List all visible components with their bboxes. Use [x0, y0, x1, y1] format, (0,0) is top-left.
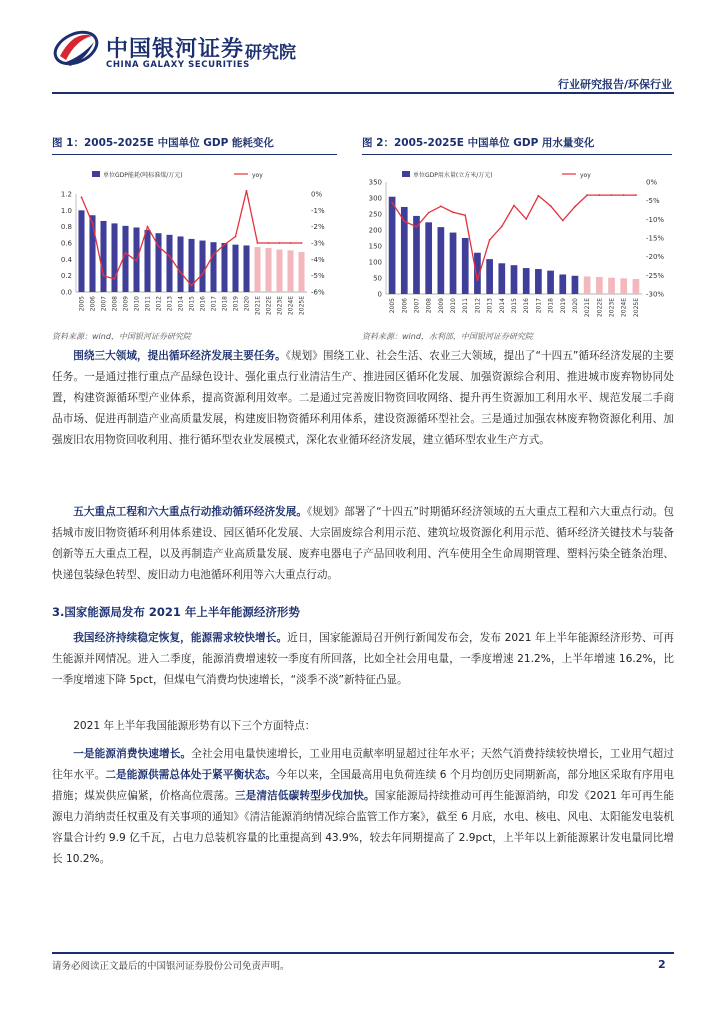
- y-right-tick-label: -30%: [646, 290, 665, 299]
- bar: [254, 247, 260, 292]
- paragraph-5-text-3: 国家能源局持续推动可再生能源消纳，印发《2021 年可再生能源电力消纳责任权重及有关事项的通知》《清洁能源消纳情况综合监管工作方案》，截至 6 月底，水电、核电、风电、太阳能发电装机容量合计约 9.9 亿千瓦，占电力总装机容量的比重提高到 43.9%，较去年同期提高了 2.9pct，上半年以上新能源累计发电量同比增长 10.2%。: [52, 790, 675, 865]
- x-tick-label: 2010: [450, 298, 458, 314]
- x-tick-label: 2007: [413, 298, 421, 314]
- yoy-point: [586, 194, 588, 196]
- paragraph-4: 2021 年上半年我国能源形势有以下三个方面特点：: [73, 720, 316, 732]
- y-left-tick-label: 250: [368, 210, 382, 219]
- y-left-tick-label: 150: [368, 242, 382, 251]
- x-tick-label: 2008: [425, 298, 433, 314]
- x-tick-label: 2021E: [584, 298, 592, 318]
- legend-label-bar: 单位GDP能耗(吨标准煤/万元): [103, 172, 183, 179]
- yoy-point: [268, 242, 270, 244]
- bar: [100, 221, 106, 292]
- bar: [389, 197, 396, 294]
- yoy-point: [477, 279, 479, 281]
- section-3-heading: 3.国家能源局发布 2021 年上半年能源经济形势: [52, 605, 300, 619]
- bar: [78, 210, 84, 292]
- y-left-tick-label: 350: [368, 178, 382, 187]
- bar: [572, 276, 579, 294]
- x-tick-label: 2019: [232, 296, 240, 312]
- bar: [450, 233, 457, 294]
- y-left-tick-label: 0.6: [60, 239, 72, 248]
- yoy-point: [403, 220, 405, 222]
- footer-divider: [52, 952, 674, 954]
- yoy-point: [452, 211, 454, 213]
- bar: [462, 238, 469, 294]
- yoy-point: [290, 242, 292, 244]
- paragraph-1: [52, 346, 674, 451]
- bar: [243, 245, 249, 292]
- bar: [111, 223, 117, 292]
- x-tick-label: 2020: [243, 296, 251, 312]
- footer-disclaimer: 请务必阅读正文最后的中国银河证券股份公司免责声明。: [52, 961, 290, 972]
- yoy-point: [136, 260, 138, 262]
- logo: [40, 18, 310, 70]
- bar: [298, 252, 304, 292]
- x-tick-label: 2014: [498, 298, 506, 314]
- y-left-tick-label: 0.2: [60, 272, 72, 281]
- paragraph-5-text-1: 全社会用电量快速增长，工业用电贡献率明显超过往年水平；天然气消费持续较快增长，工业用气超过往年水平。: [52, 748, 674, 781]
- paragraph-5-lead-1: 一是能源消费快速增长。: [73, 748, 192, 760]
- yoy-point: [428, 212, 430, 214]
- yoy-point: [537, 195, 539, 197]
- bar: [486, 259, 493, 294]
- figure2-title: 图 2：2005-2025E 中国单位 GDP 用水量变化: [362, 137, 595, 149]
- company-name-cn: 中国银河证券: [106, 37, 245, 62]
- yoy-point: [103, 275, 105, 277]
- bar: [425, 222, 432, 294]
- x-tick-label: 2018: [547, 298, 555, 314]
- paragraph-2-lead: 五大重点工程和六大重点行动推动循环经济发展。: [73, 506, 307, 518]
- yoy-point: [147, 226, 149, 228]
- bar: [177, 236, 183, 292]
- figure1-title: 图 1：2005-2025E 中国单位 GDP 能耗变化: [52, 137, 274, 149]
- bar: [199, 241, 205, 292]
- chart2: [362, 160, 672, 325]
- x-tick-label: 2006: [401, 298, 409, 314]
- bar: [523, 268, 530, 294]
- x-tick-label: 2018: [221, 296, 229, 312]
- y-right-tick-label: -4%: [311, 255, 325, 264]
- x-tick-label: 2011: [462, 298, 470, 314]
- x-tick-label: 2019: [559, 298, 567, 314]
- bar: [620, 278, 627, 294]
- y-right-tick-label: -15%: [646, 234, 665, 243]
- x-tick-label: 2016: [199, 296, 207, 312]
- yoy-point: [623, 194, 625, 196]
- x-tick-label: 2020: [571, 298, 579, 314]
- yoy-point: [180, 272, 182, 274]
- y-right-tick-label: -2%: [311, 223, 325, 232]
- figure2-source: 资料来源：wind，水利部，中国银河证券研究院: [362, 332, 533, 341]
- x-tick-label: 2025E: [298, 296, 306, 316]
- page-number: 2: [658, 958, 666, 971]
- yoy-point: [246, 190, 248, 192]
- paragraph-3-lead: 我国经济持续稳定恢复，能源需求较快增长。: [73, 632, 288, 644]
- bar: [559, 274, 566, 294]
- x-tick-label: 2008: [111, 296, 119, 312]
- x-tick-label: 2014: [177, 296, 185, 312]
- yoy-point: [598, 194, 600, 196]
- x-tick-label: 2011: [144, 296, 152, 312]
- paragraph-3: [52, 628, 674, 691]
- yoy-point: [114, 278, 116, 280]
- paragraph-5-text-2: 今年以来，全国最高用电负荷连续 6 个月均创历史同期新高，部分地区采取有序用电措施；煤炭供应偏紧，价格高位震荡。: [52, 769, 674, 802]
- y-left-tick-label: 100: [368, 258, 382, 267]
- y-right-tick-label: -3%: [311, 239, 325, 248]
- y-left-tick-label: 1.2: [60, 190, 72, 199]
- yoy-point: [191, 285, 193, 287]
- figure1-source: 资料来源：wind，中国银河证券研究院: [52, 332, 191, 341]
- x-tick-label: 2024E: [287, 296, 295, 316]
- x-tick-label: 2012: [155, 296, 163, 312]
- y-right-tick-label: -10%: [646, 215, 665, 224]
- yoy-point: [158, 245, 160, 247]
- bar: [276, 250, 282, 292]
- yoy-point: [635, 194, 637, 196]
- y-left-tick-label: 1.0: [60, 206, 72, 215]
- x-tick-label: 2022E: [265, 296, 273, 316]
- company-name-en: CHINA GALAXY SECURITIES: [106, 60, 250, 70]
- bar: [535, 269, 542, 294]
- x-tick-label: 2009: [437, 298, 445, 314]
- yoy-point: [257, 242, 259, 244]
- y-right-tick-label: -20%: [646, 253, 665, 262]
- yoy-point: [525, 218, 527, 220]
- x-tick-label: 2015: [188, 296, 196, 312]
- paragraph-2-text: 《规划》部署了“十四五”时期循环经济领域的五大重点工程和六大重点行动。包括城市废旧物资循环利用体系建设、园区循环化发展、大宗固废综合利用示范、建筑垃圾资源化利用示范、循环经济关键技术与装备创新等五大重点工程，以及再制造产业高质量发展、废弃电器电子产品回收利用、汽车使用全生命周期管理、塑料污染全链条治理、快递包装绿色转型、废旧动力电池循环利用等六大重点行动。: [52, 506, 674, 581]
- yoy-point: [279, 242, 281, 244]
- bar: [210, 242, 216, 292]
- x-tick-label: 2017: [210, 296, 218, 312]
- yoy-point: [550, 205, 552, 207]
- yoy-point: [513, 205, 515, 207]
- y-left-tick-label: 300: [368, 194, 382, 203]
- bar: [608, 278, 615, 294]
- paragraph-1-text: 《规划》围绕工业、社会生活、农业三大领域，提出了“十四五”循环经济发展的主要任务。一是通过推行重点产品绿色设计、强化重点行业清洁生产、推进园区循环化发展、加强资源综合利用、推进城市废弃物协同处置，构建资源循环型产业体系，提高资源利用效率。二是通过完善废旧物资回收网络、提升再生资源加工利用水平、规范发展二手商品市场、促进再制造产业高质量发展，构建废旧物资循环利用体系，建设资源循环型社会。三是通过加强农林废弃物资源化利用、加强废旧农用物资回收利用、推行循环型农业发展模式，深化农业循环经济发展，建立循环型农业生产方式。: [52, 350, 674, 446]
- bar: [547, 271, 554, 294]
- legend-label-bar: 单位GDP用水量(立方米/万元): [413, 172, 493, 179]
- bar: [144, 230, 150, 292]
- x-tick-label: 2021E: [254, 296, 262, 316]
- yoy-point: [440, 205, 442, 207]
- paragraph-5-lead-2: 二是能源供需总体处于紧平衡状态。: [105, 769, 277, 781]
- report-type: 行业研究报告/环保行业: [557, 78, 672, 91]
- y-right-tick-label: 0%: [311, 190, 323, 199]
- y-left-tick-label: 0.8: [60, 223, 72, 232]
- x-tick-label: 2006: [89, 296, 97, 312]
- yoy-point: [125, 252, 127, 254]
- yoy-point: [489, 239, 491, 241]
- chart1: [52, 160, 337, 325]
- paragraph-5-lead-3: 三是清洁低碳转型步伐加快。: [234, 790, 375, 802]
- paragraph-1-lead: 围绕三大领域，提出循环经济发展主要任务。: [73, 350, 286, 362]
- paragraph-5: [52, 744, 674, 870]
- figure2-title-rule: [362, 154, 672, 155]
- yoy-point: [562, 220, 564, 222]
- yoy-point: [81, 196, 83, 198]
- bar: [498, 263, 505, 294]
- yoy-point: [611, 194, 613, 196]
- legend-swatch-bar: [402, 171, 410, 177]
- bar: [633, 279, 640, 294]
- y-left-tick-label: 0.4: [60, 255, 72, 264]
- yoy-point: [202, 273, 204, 275]
- x-tick-label: 2012: [474, 298, 482, 314]
- galaxy-logo-icon: [52, 26, 100, 70]
- yoy-point: [391, 202, 393, 204]
- yoy-point: [213, 254, 215, 256]
- bar: [511, 265, 518, 294]
- y-right-tick-label: -25%: [646, 271, 665, 280]
- x-tick-label: 2013: [166, 296, 174, 312]
- bar: [596, 277, 603, 294]
- institute-name: 研究院: [245, 43, 296, 63]
- yoy-point: [301, 242, 303, 244]
- y-right-tick-label: -1%: [311, 206, 325, 215]
- x-tick-label: 2007: [100, 296, 108, 312]
- y-left-tick-label: 0.0: [60, 288, 72, 297]
- legend-swatch-bar: [92, 171, 100, 177]
- y-right-tick-label: -6%: [311, 288, 325, 297]
- x-tick-label: 2005: [389, 298, 397, 314]
- y-left-tick-label: 0: [377, 290, 382, 299]
- bar: [438, 227, 445, 294]
- x-tick-label: 2024E: [620, 298, 628, 318]
- x-tick-label: 2023E: [276, 296, 284, 316]
- y-right-tick-label: -5%: [311, 272, 325, 281]
- x-tick-label: 2013: [486, 298, 494, 314]
- paragraph-3-text: 近日，国家能源局召开例行新闻发布会，发布 2021 年上半年能源经济形势、可再生能源并网情况。进入二季度，能源消费增速较一季度有所回落，比如全社会用电量，一季度增速 21.2%，上半年增速 16.2%，比一季度增速下降 5pct，但煤电气消费均快速增长，“淡季不淡”新特征凸显。: [52, 632, 674, 686]
- header-divider: [52, 92, 674, 94]
- bar: [265, 248, 271, 292]
- paragraph-2: [52, 502, 674, 586]
- yoy-point: [235, 236, 237, 238]
- x-tick-label: 2025E: [632, 298, 640, 318]
- x-tick-label: 2015: [511, 298, 518, 314]
- x-tick-label: 2016: [523, 298, 531, 314]
- x-tick-label: 2005: [78, 296, 86, 312]
- x-tick-label: 2010: [133, 296, 141, 312]
- x-tick-label: 2017: [535, 298, 543, 314]
- bar: [232, 245, 238, 292]
- bar: [584, 276, 591, 294]
- bar: [287, 250, 293, 292]
- yoy-point: [92, 223, 94, 225]
- figure1-title-rule: [52, 154, 337, 155]
- legend-label-line: yoy: [252, 172, 263, 179]
- x-tick-label: 2023E: [608, 298, 616, 318]
- x-tick-label: 2022E: [596, 298, 604, 318]
- yoy-point: [464, 214, 466, 216]
- bar: [166, 235, 172, 292]
- bar: [89, 215, 95, 292]
- yoy-point: [224, 244, 226, 246]
- y-left-tick-label: 200: [368, 226, 382, 235]
- x-tick-label: 2009: [122, 296, 130, 312]
- legend-label-line: yoy: [580, 172, 591, 179]
- yoy-point: [501, 226, 503, 228]
- yoy-point: [169, 255, 171, 257]
- y-left-tick-label: 50: [373, 274, 382, 283]
- yoy-point: [574, 206, 576, 208]
- yoy-point: [416, 226, 418, 228]
- bar: [221, 243, 227, 292]
- y-right-tick-label: 0%: [646, 178, 658, 187]
- y-right-tick-label: -5%: [646, 197, 660, 206]
